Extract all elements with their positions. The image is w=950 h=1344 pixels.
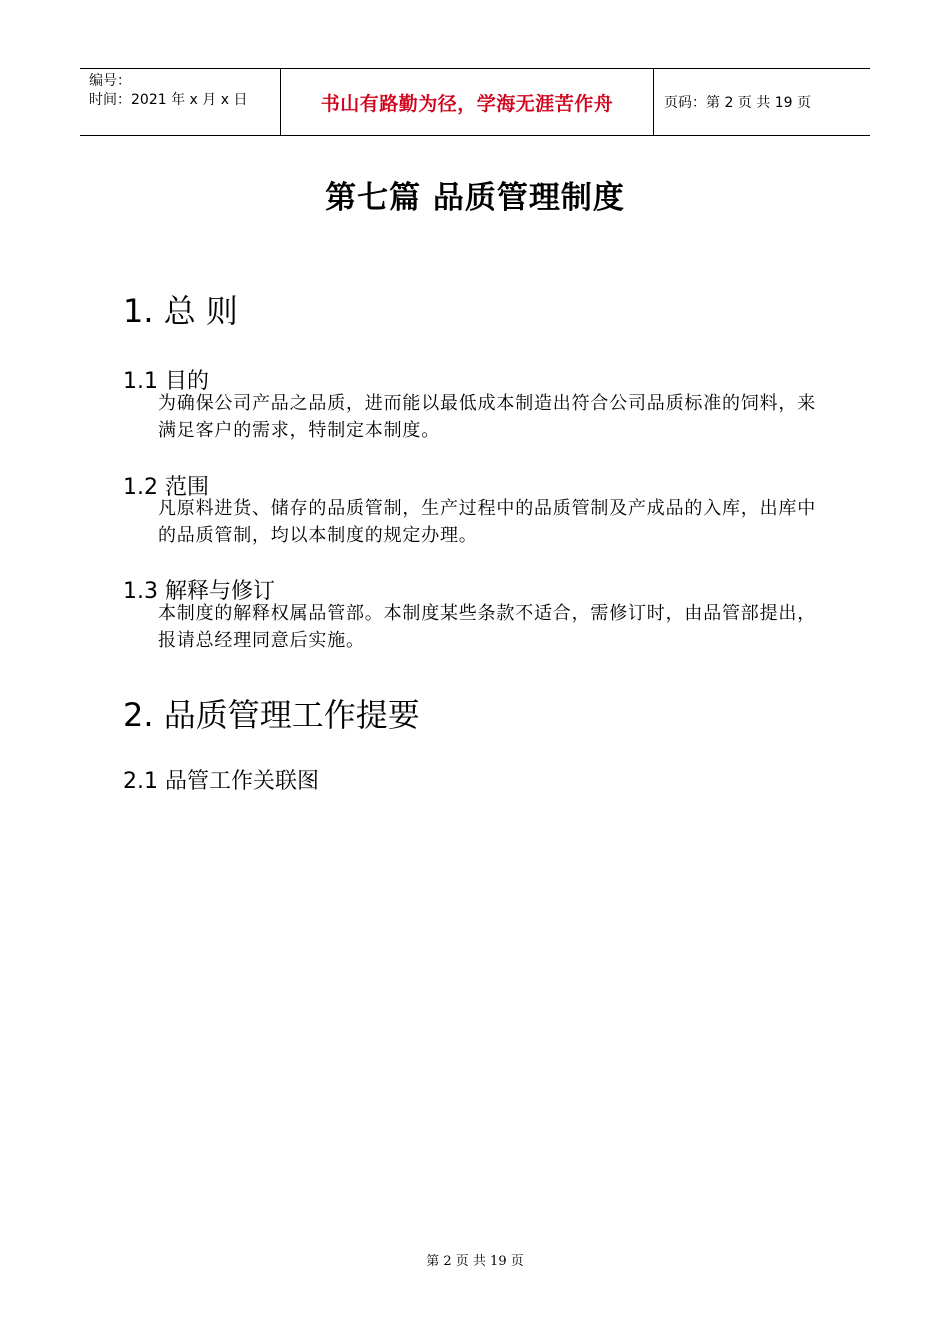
doc-date-label: 时间：2021 年 x 月 x 日 <box>89 92 248 108</box>
section-1-3-heading: 1.3 解释与修订 <box>123 579 275 604</box>
section-2-1-heading: 2.1 品管工作关联图 <box>123 769 319 794</box>
section-1-2-text: 凡原料进货、储存的品质管制，生产过程中的品质管制及产成品的入库，出库中的品质管制，均以本制度的规定办理。 <box>158 498 816 546</box>
section-1-1-heading: 1.1 目的 <box>123 369 209 394</box>
page-title: 第七篇 品质管理制度 <box>325 180 625 216</box>
doc-code-label: 编号： <box>89 73 131 89</box>
page-footer: 第 2 页 共 19 页 <box>426 1254 524 1269</box>
section-2-heading: 2. 品质管理工作提要 <box>123 696 420 734</box>
header-motto-cell <box>281 69 654 135</box>
header-meta <box>80 69 281 135</box>
document-header <box>80 68 870 136</box>
section-1-3-text: 本制度的解释权属品管部。本制度某些条款不适合，需修订时，由品管部提出，报请总经理同意后实施。 <box>158 603 816 651</box>
header-motto: 书山有路勤为径，学海无涯苦作舟 <box>320 92 614 115</box>
section-1-1-text: 为确保公司产品之品质，进而能以最低成本制造出符合公司品质标准的饲料，来满足客户的需求，特制定本制度。 <box>158 393 816 441</box>
section-1-2-heading: 1.2 范围 <box>123 475 209 500</box>
section-1-heading: 1. 总 则 <box>123 292 238 330</box>
header-page-info: 页码：第 2 页 共 19 页 <box>664 95 811 111</box>
